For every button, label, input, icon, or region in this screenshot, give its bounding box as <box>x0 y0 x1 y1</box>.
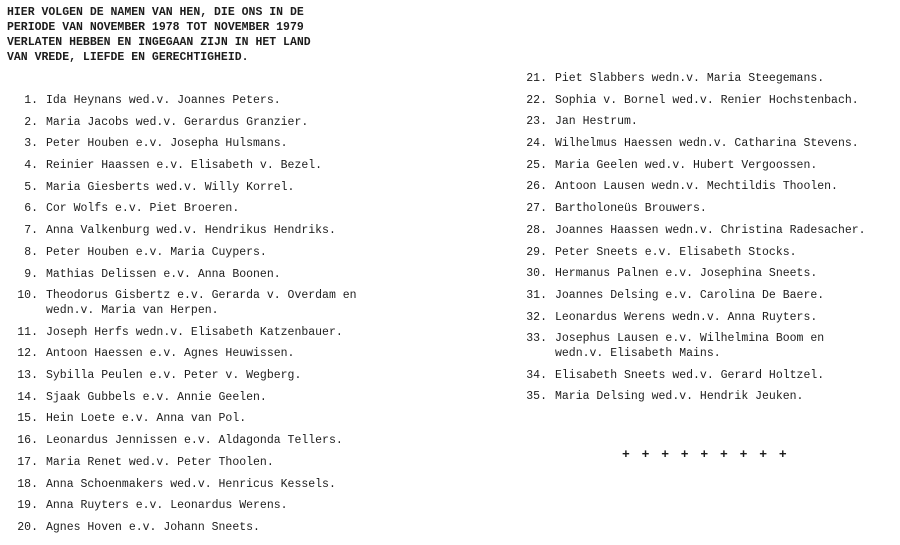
list-item <box>517 310 897 332</box>
list-item-line: Leonardus Jennissen e.v. Aldagonda Tellers. <box>46 434 343 448</box>
list-item-text <box>38 245 267 267</box>
list-item <box>8 346 428 368</box>
list-item-number: 22. <box>526 93 547 107</box>
list-item-line: wedn.v. Elisabeth Mains. <box>555 347 721 361</box>
list-item <box>517 245 897 267</box>
list-item <box>8 411 428 433</box>
list-item-number: 31. <box>526 288 547 302</box>
list-item <box>8 245 428 267</box>
list-item-line: Maria Delsing wed.v. Hendrik Jeuken. <box>555 390 804 404</box>
list-item-line: Agnes Hoven e.v. Johann Sneets. <box>46 520 260 534</box>
list-item-text <box>547 93 859 115</box>
list-item-number: 7. <box>24 224 38 238</box>
list-item-text <box>547 310 817 332</box>
list-item <box>517 223 897 245</box>
list-item <box>517 179 897 201</box>
list-item-number: 16. <box>17 434 38 448</box>
list-item-number: 21. <box>526 72 547 85</box>
list-item-line: Cor Wolfs e.v. Piet Broeren. <box>46 202 240 216</box>
list-item-line: Antoon Lausen wedn.v. Mechtildis Thoolen. <box>555 180 838 194</box>
list-item-text <box>547 245 797 267</box>
header-line: VERLATEN HEBBEN EN INGEGAAN ZIJN IN HET LAND <box>7 36 311 49</box>
closing-crosses: + + + + + + + + + <box>622 447 789 462</box>
list-item-number: 11. <box>17 325 38 339</box>
list-item-number: 15. <box>17 412 38 426</box>
list-item <box>8 201 428 223</box>
list-item <box>8 477 428 499</box>
list-item-line: Piet Slabbers wedn.v. Maria Steegemans. <box>555 72 825 85</box>
list-item-line: Joannes Delsing e.v. Carolina De Baere. <box>555 288 825 302</box>
list-item-text <box>547 331 824 368</box>
list-item-number: 4. <box>24 159 38 173</box>
list-item-number: 1. <box>24 94 38 107</box>
list-item-number: 5. <box>24 180 38 194</box>
list-item-line: Joannes Haassen wedn.v. Christina Radesacher. <box>555 223 866 237</box>
list-item-number: 17. <box>17 455 38 469</box>
list-item-number: 9. <box>24 267 38 281</box>
list-item <box>8 498 428 520</box>
list-item-text <box>38 158 322 180</box>
list-item-line: Maria Renet wed.v. Peter Thoolen. <box>46 455 274 469</box>
list-item-number: 3. <box>24 137 38 151</box>
header-line: HIER VOLGEN DE NAMEN VAN HEN, DIE ONS IN DE <box>7 6 304 19</box>
list-item <box>8 390 428 412</box>
list-item-line: Peter Houben e.v. Josepha Hulsmans. <box>46 137 288 151</box>
list-item <box>8 136 428 158</box>
list-item <box>517 71 897 93</box>
list-item-text <box>547 179 838 201</box>
list-item-line: Josephus Lausen e.v. Wilhelmina Boom en <box>555 332 825 346</box>
list-item-text <box>38 136 288 158</box>
list-item <box>517 114 897 136</box>
list-item-text <box>547 288 824 310</box>
list-item-text <box>547 114 638 136</box>
list-item <box>8 180 428 202</box>
list-item-number: 2. <box>24 115 38 129</box>
list-item-line: Anna Schoenmakers wed.v. Henricus Kessels. <box>46 477 336 491</box>
list-item-text <box>38 455 274 477</box>
list-item-text <box>38 223 336 245</box>
list-item-text <box>38 411 246 433</box>
list-item-line: Antoon Haessen e.v. Agnes Heuwissen. <box>46 347 295 361</box>
list-item-line: Jan Hestrum. <box>555 115 638 129</box>
list-item-line: wedn.v. Maria van Herpen. <box>46 304 219 318</box>
list-item-line: Mathias Delissen e.v. Anna Boonen. <box>46 267 281 281</box>
list-item-text <box>38 368 301 390</box>
list-item-number: 19. <box>17 499 38 513</box>
list-item-line: Joseph Herfs wedn.v. Elisabeth Katzenbauer. <box>46 325 343 339</box>
list-item <box>8 520 428 542</box>
list-item-text <box>547 71 824 93</box>
list-item-number: 34. <box>526 368 547 382</box>
header-line: PERIODE VAN NOVEMBER 1978 TOT NOVEMBER 1979 <box>7 21 304 34</box>
list-item <box>8 325 428 347</box>
list-item-line: Maria Giesberts wed.v. Willy Korrel. <box>46 180 295 194</box>
list-item <box>517 93 897 115</box>
list-item-number: 14. <box>17 390 38 404</box>
list-item <box>517 136 897 158</box>
list-item-text <box>38 346 294 368</box>
list-item-text <box>38 325 343 347</box>
list-item <box>517 331 897 368</box>
list-item-number: 25. <box>526 158 547 172</box>
list-item-number: 35. <box>526 390 547 404</box>
list-item-line: Wilhelmus Haessen wedn.v. Catharina Stevens. <box>555 137 859 151</box>
list-item-text <box>547 266 817 288</box>
list-item-text <box>38 180 294 202</box>
list-item-number: 12. <box>17 347 38 361</box>
list-item-line: Ida Heynans wed.v. Joannes Peters. <box>46 94 281 107</box>
list-item-number: 33. <box>526 332 547 346</box>
list-item-number: 6. <box>24 202 38 216</box>
list-item-number: 32. <box>526 310 547 324</box>
list-item-text <box>547 223 866 245</box>
list-item-number: 8. <box>24 245 38 259</box>
list-item <box>517 201 897 223</box>
right-name-list <box>517 71 897 411</box>
list-item-text <box>547 368 824 390</box>
header-line: VAN VREDE, LIEFDE EN GERECHTIGHEID. <box>7 51 249 64</box>
list-item-number: 10. <box>17 289 38 303</box>
list-item-line: Theodorus Gisbertz e.v. Gerarda v. Overdam en <box>46 289 357 303</box>
list-item-number: 29. <box>526 245 547 259</box>
list-item-text <box>547 158 817 180</box>
list-item-text <box>38 93 281 115</box>
list-item <box>517 158 897 180</box>
list-item-line: Sybilla Peulen e.v. Peter v. Wegberg. <box>46 369 302 383</box>
list-item-text <box>38 520 260 542</box>
list-item <box>8 455 428 477</box>
list-item <box>8 433 428 455</box>
list-item-text <box>547 389 803 411</box>
list-item-line: Maria Jacobs wed.v. Gerardus Granzier. <box>46 115 309 129</box>
list-item <box>8 288 428 325</box>
list-item-text <box>38 288 357 325</box>
list-item-number: 20. <box>17 520 38 534</box>
list-item <box>8 93 428 115</box>
list-item-text <box>547 201 707 223</box>
list-item-line: Sjaak Gubbels e.v. Annie Geelen. <box>46 390 267 404</box>
list-item-line: Hermanus Palnen e.v. Josephina Sneets. <box>555 267 818 281</box>
list-item-number: 13. <box>17 369 38 383</box>
list-item-text <box>38 267 281 289</box>
list-item <box>8 158 428 180</box>
list-item-line: Reinier Haassen e.v. Elisabeth v. Bezel. <box>46 159 323 173</box>
list-item <box>8 267 428 289</box>
list-item-text <box>547 136 859 158</box>
list-item-number: 27. <box>526 202 547 216</box>
list-item-text <box>38 498 288 520</box>
list-item-number: 24. <box>526 137 547 151</box>
list-item-line: Hein Loete e.v. Anna van Pol. <box>46 412 247 426</box>
list-item-line: Peter Houben e.v. Maria Cuypers. <box>46 245 267 259</box>
list-item-line: Bartholoneüs Brouwers. <box>555 202 707 216</box>
list-item <box>8 368 428 390</box>
list-item-line: Sophia v. Bornel wed.v. Renier Hochstenbach. <box>555 93 859 107</box>
list-item <box>517 288 897 310</box>
list-item-line: Peter Sneets e.v. Elisabeth Stocks. <box>555 245 797 259</box>
list-item <box>517 389 897 411</box>
list-item <box>517 368 897 390</box>
list-item-number: 30. <box>526 267 547 281</box>
list-item <box>517 266 897 288</box>
list-item-line: Leonardus Werens wedn.v. Anna Ruyters. <box>555 310 818 324</box>
list-item-number: 26. <box>526 180 547 194</box>
list-item <box>8 223 428 245</box>
list-item <box>8 115 428 137</box>
list-item-text <box>38 433 343 455</box>
list-item-text <box>38 477 336 499</box>
list-item-text <box>38 390 267 412</box>
list-item-text <box>38 201 239 223</box>
list-item-text <box>38 115 308 137</box>
list-item-line: Anna Valkenburg wed.v. Hendrikus Hendriks. <box>46 224 336 238</box>
list-item-line: Anna Ruyters e.v. Leonardus Werens. <box>46 499 288 513</box>
list-item-line: Maria Geelen wed.v. Hubert Vergoossen. <box>555 158 818 172</box>
document-header <box>7 5 311 65</box>
list-item-number: 28. <box>526 223 547 237</box>
list-item-number: 18. <box>17 477 38 491</box>
list-item-number: 23. <box>526 115 547 129</box>
left-name-list <box>8 93 428 542</box>
list-item-line: Elisabeth Sneets wed.v. Gerard Holtzel. <box>555 368 825 382</box>
